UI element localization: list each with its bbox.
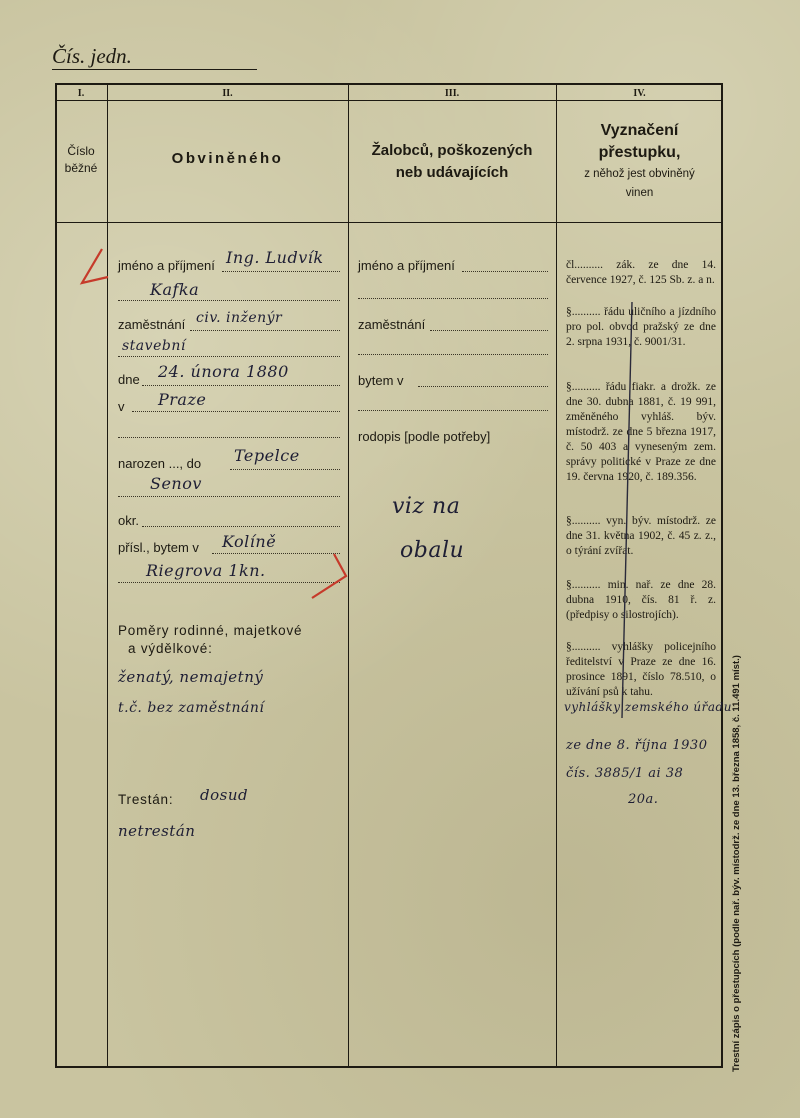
accuser-note-line2: obalu — [400, 538, 465, 563]
accused-occupation-line-2 — [118, 356, 340, 357]
accuser-occupation-line-2 — [358, 354, 548, 355]
column-4-number: IV. — [633, 88, 646, 99]
column-4-header — [556, 120, 723, 202]
accused-residence-value: Kolíně — [222, 532, 277, 551]
offence-paragraph-5: §.......... min. nař. ze dne 28. dubna 1910, čís. 81 ř. z. (předpisy o silostrojích). — [566, 579, 716, 621]
accuser-occupation-line — [430, 330, 548, 331]
column-3-header-line2: neb udávajících — [395, 164, 509, 181]
column-1-header — [55, 143, 107, 177]
accused-surname-line — [118, 300, 340, 301]
accused-name-label: jméno a příjmení — [118, 258, 215, 273]
red-angle-mark — [300, 548, 350, 608]
accused-occupation-label: zaměstnání — [118, 317, 186, 332]
column-1-number: I. — [77, 88, 85, 99]
accused-family-label-line2: a výdělkové: — [128, 641, 213, 656]
red-check-mark — [72, 245, 112, 290]
accuser-family-label: rodopis [podle potřeby] — [358, 429, 491, 444]
accused-blank-line — [118, 437, 340, 438]
accused-family-value: ženatý, nemajetný — [118, 668, 264, 686]
accused-punished-value-2: netrestán — [118, 822, 196, 840]
column-2-header: Obviněného — [171, 150, 284, 167]
accused-in-line — [132, 411, 340, 412]
accuser-occupation-label: zaměstnání — [358, 317, 426, 332]
offence-handwritten-4: 20a. — [628, 792, 659, 807]
accused-surname-value: Kafka — [150, 280, 200, 299]
column-4-header-line2: přestupku, — [598, 144, 681, 161]
accused-born-line — [230, 469, 340, 470]
accused-name-value: Ing. Ludvík — [226, 248, 324, 267]
accuser-name-line — [462, 271, 548, 272]
accused-born-value: Tepelce — [234, 446, 300, 465]
column-3-number: III. — [444, 88, 460, 99]
accused-occupation-value-2: stavební — [122, 338, 186, 354]
column-4-header-line4: vinen — [625, 187, 654, 199]
accused-punished-value: dosud — [200, 786, 249, 804]
offence-paragraph-3: §.......... řádu fiakr. a drožk. ze dne 30. dubna 1881, č. 19 991, změněného vyhláš. býv. místodrž. ze dne 5 března 1917, č. 50 403 a vyneseným zem. správy politické v Praze ze dne 19. června 1920, č. 189.356. — [566, 381, 716, 483]
accuser-name-label: jméno a příjmení — [358, 258, 455, 273]
accused-born-line-2 — [118, 496, 340, 497]
offence-handwritten-3: čís. 3885/1 ai 38 — [566, 766, 684, 781]
accused-residence-label: přísl., bytem v — [118, 540, 199, 555]
accused-district-label: okr. — [118, 513, 139, 528]
column-4-header-line1: Vyznačení — [600, 122, 679, 139]
column-2-number: II. — [222, 88, 233, 99]
pencil-vertical-stroke — [618, 300, 638, 720]
accused-name-line — [222, 271, 340, 272]
accuser-name-line-2 — [358, 298, 548, 299]
offence-paragraph-6: §.......... vyhlášky policejního ředitelství v Praze ze dne 16. prosince 1891, číslo 78.510, o užívání psů k tahu. — [566, 641, 716, 698]
accused-born-value-2: Senov — [150, 474, 202, 493]
reference-number-label: Čís. jedn. — [52, 44, 132, 68]
accuser-residence-label: bytem v — [358, 373, 404, 388]
accused-residence-value-2: Riegrova 1kn. — [146, 561, 266, 580]
accused-punished-label: Trestán: — [118, 792, 174, 807]
accused-family-value-2: t.č. bez zaměstnání — [118, 700, 265, 716]
column-3-header — [348, 140, 556, 184]
accuser-residence-line — [418, 386, 548, 387]
accused-occupation-line — [190, 330, 340, 331]
offence-handwritten-2: ze dne 8. října 1930 — [566, 738, 708, 753]
column-divider-3 — [556, 83, 557, 1068]
column-4-header-line3: z něhož jest obviněný — [584, 168, 695, 180]
accused-date-line — [142, 385, 340, 386]
offence-paragraph-1: čl.......... zák. ze dne 14. července 1927, č. 125 Sb. z. a n. — [566, 259, 716, 286]
offence-paragraph-2: §.......... řádu uličního a jízdního pro pol. obvod pražský ze dne 2. srpna 1931, č. 9001/31. — [566, 306, 716, 348]
offence-handwritten-1: vyhlášky zemského úřadu — [564, 700, 732, 714]
accused-family-label-line1: Poměry rodinné, majetkové — [118, 623, 303, 638]
accused-district-line — [142, 526, 340, 527]
accused-date-label: dne — [118, 372, 140, 387]
offence-paragraph-4: §.......... vyn. býv. místodrž. ze dne 31. května 1902, č. 45 z. z., o týrání zvířat. — [566, 515, 716, 557]
column-divider-1 — [107, 83, 108, 1068]
accused-born-label: narozen ..., do — [118, 456, 202, 471]
accused-date-value: 24. února 1880 — [158, 362, 289, 381]
form-footer-side-text: Trestní zápis o přestupcích (podle nař. býv. místodrž. ze dne 13. března 1858, č. 11.491 míst.) — [731, 655, 742, 1072]
accused-in-label: v — [118, 399, 125, 414]
header-row-line — [55, 222, 723, 223]
column-3-header-line1: Žalobců, poškozených — [371, 142, 533, 159]
accuser-residence-line-2 — [358, 410, 548, 411]
accused-in-value: Praze — [158, 390, 207, 409]
roman-row-line — [55, 100, 723, 101]
accuser-note-line1: viz na — [392, 494, 461, 519]
accused-family-label — [118, 622, 302, 658]
accused-occupation-value: civ. inženýr — [196, 310, 283, 326]
reference-number-line — [52, 69, 257, 70]
column-1-header-line2: běžné — [64, 161, 98, 175]
column-1-header-line1: Číslo — [67, 144, 95, 158]
